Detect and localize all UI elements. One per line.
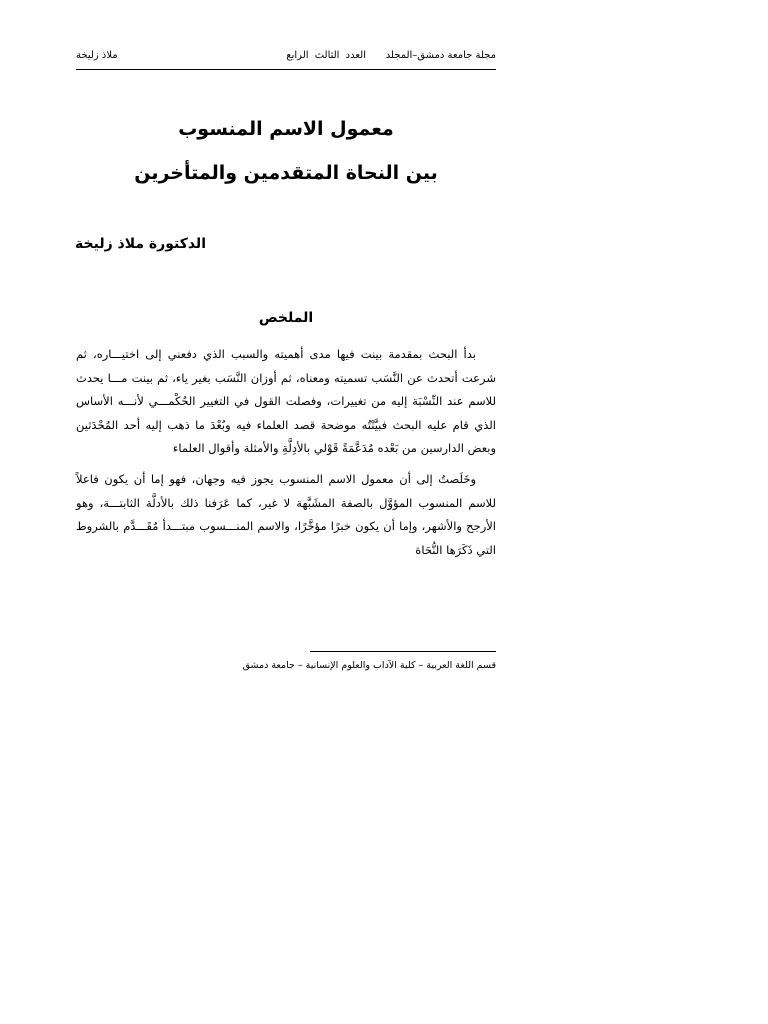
footnote-divider bbox=[310, 651, 496, 652]
header-divider bbox=[76, 69, 496, 70]
running-header bbox=[76, 50, 496, 66]
abstract-heading: الملخص bbox=[258, 310, 314, 326]
paper-title-line-2: بين النحاة المتقدمين والمتأخرين bbox=[134, 162, 438, 184]
abstract-paragraph-1: بدأ البحث بمقدمة بينت فيها مدى أهميته والسبب الذي دفعني إلى اختيـــاره، ثم شرعت أتحدث عن النَّسَب تسميته ومعناه، ثم أوزان النَّسَب بغير ياء، ثم بينت مـــا يحدث للاسم عند النِّسْبَة إليه من تغييرات، وفصلت القول في التغيير الحُكْمـــي لأنـــه الأساس الذي قام عليه البحث فبيَّنْتُه موضحة قصد العلماء فيه وبُعْدَ ما ذهب إليه أحد المُحْدَثين وبعض الدارسين من بَعْده مُدَعَّمَةً قَوْلي بالأدِلَّةِ والأمثلة وأقوال العلماء bbox=[76, 347, 496, 455]
header-journal-name: مجلة جامعة دمشق–المجلد bbox=[385, 50, 496, 61]
header-issue: العدد الثالث الرابع bbox=[286, 50, 366, 61]
author-affiliation-footnote: قسم اللغة العربية – كلية الآداب والعلوم الإنسانية – جامعة دمشق bbox=[242, 660, 496, 671]
header-author-name: ملاذ زليخة bbox=[76, 50, 118, 61]
abstract-paragraph-2: وخَلَصتُ إلى أن معمول الاسم المنسوب يجوز فيه وجهان، فهو إما أن يكون فاعلاً للاسم المنسوب المؤوَّل بالصفة المشَبَّهة لا غير، كما عَرَفنا ذلك بالأدلَّة الثابتـــة، وهو الأرجح والأشهر، وإما أن يكون خبرًا مؤخَّرًا، والاسم المنـــسوب مبتـــدأ مُقَـــدَّم بالشروط التي ذَكَرَها النُّحَاة bbox=[76, 472, 496, 557]
paper-title-line-1: معمول الاسم المنسوب bbox=[178, 118, 394, 140]
author-name: الدكتورة ملاذ زليخة bbox=[75, 236, 206, 252]
